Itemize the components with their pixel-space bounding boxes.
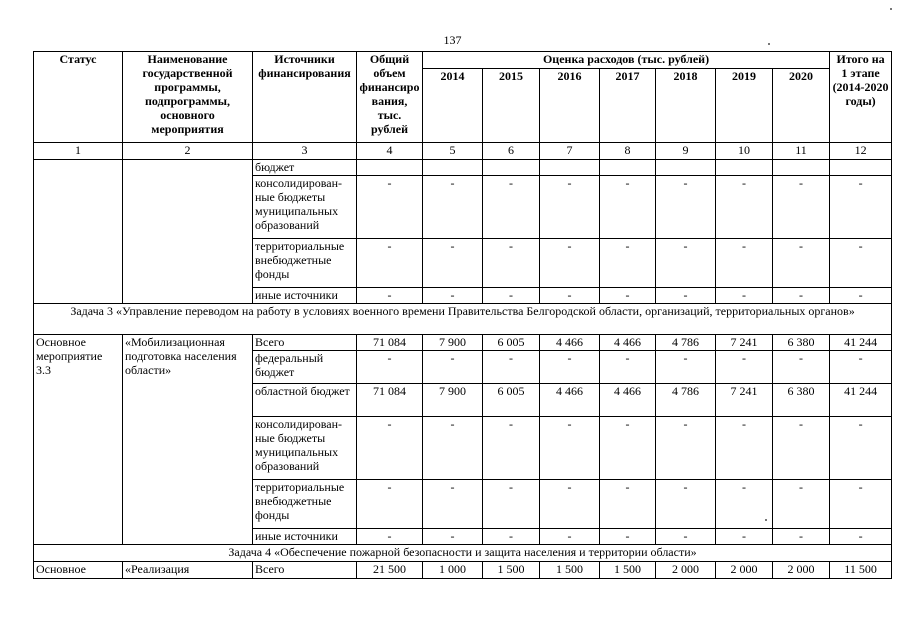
- value-cell: -: [716, 239, 773, 288]
- value-cell: -: [357, 239, 423, 288]
- value-cell: 6 005: [483, 335, 540, 351]
- scan-speck: [890, 8, 892, 10]
- header-sources: Источники финансирования: [253, 52, 357, 143]
- column-number-row: [34, 143, 892, 160]
- header-stage-total: Итого на 1 этапе (2014-2020 годы): [830, 52, 892, 143]
- value-cell: 1 000: [423, 562, 483, 579]
- header-year-2019: 2019: [716, 69, 773, 143]
- value-cell: -: [600, 288, 656, 304]
- value-cell: [423, 160, 483, 176]
- value-cell: -: [716, 288, 773, 304]
- value-cell: -: [600, 480, 656, 529]
- value-cell: -: [830, 480, 892, 529]
- value-cell: 41 244: [830, 335, 892, 351]
- table-row: [34, 335, 892, 351]
- value-cell: -: [773, 351, 830, 384]
- source-cell: консолидирован-ные бюджеты муниципальных образований: [253, 176, 357, 239]
- value-cell: [483, 160, 540, 176]
- source-cell: иные источники: [253, 529, 357, 545]
- value-cell: 6 380: [773, 335, 830, 351]
- value-cell: -: [540, 288, 600, 304]
- value-cell: [716, 160, 773, 176]
- value-cell: 71 084: [357, 335, 423, 351]
- value-cell: 2 000: [716, 562, 773, 579]
- column-number: 12: [830, 143, 892, 160]
- value-cell: -: [423, 288, 483, 304]
- column-number: 9: [656, 143, 716, 160]
- value-cell: -: [483, 351, 540, 384]
- value-cell: 4 466: [540, 335, 600, 351]
- value-cell: -: [773, 417, 830, 480]
- column-number: 7: [540, 143, 600, 160]
- value-cell: 1 500: [540, 562, 600, 579]
- value-cell: -: [716, 480, 773, 529]
- name-cell: «Мобилизационная подготовка населения области»: [123, 335, 253, 545]
- header-year-2020: 2020: [773, 69, 830, 143]
- value-cell: 4 466: [600, 335, 656, 351]
- value-cell: -: [600, 417, 656, 480]
- value-cell: -: [656, 288, 716, 304]
- column-number: 10: [716, 143, 773, 160]
- status-cell: Основное: [34, 562, 123, 579]
- value-cell: 7 241: [716, 384, 773, 417]
- value-cell: -: [423, 417, 483, 480]
- column-number: 11: [773, 143, 830, 160]
- task-4-heading: Задача 4 «Обеспечение пожарной безопасности и защита населения и территории области»: [34, 545, 892, 562]
- header-status: Статус: [34, 52, 123, 143]
- value-cell: 6 380: [773, 384, 830, 417]
- value-cell: 1 500: [600, 562, 656, 579]
- value-cell: -: [540, 351, 600, 384]
- source-cell: Всего: [253, 562, 357, 579]
- value-cell: [540, 160, 600, 176]
- value-cell: 4 466: [600, 384, 656, 417]
- value-cell: -: [483, 529, 540, 545]
- value-cell: -: [773, 239, 830, 288]
- value-cell: -: [357, 417, 423, 480]
- value-cell: -: [656, 417, 716, 480]
- value-cell: 71 084: [357, 384, 423, 417]
- task-row: [34, 304, 892, 335]
- column-number: 5: [423, 143, 483, 160]
- value-cell: -: [423, 529, 483, 545]
- value-cell: -: [656, 176, 716, 239]
- value-cell: -: [483, 417, 540, 480]
- source-cell: Всего: [253, 335, 357, 351]
- column-number: 3: [253, 143, 357, 160]
- column-number: 1: [34, 143, 123, 160]
- name-cell: «Реализация: [123, 562, 253, 579]
- header-year-2016: 2016: [540, 69, 600, 143]
- value-cell: -: [600, 176, 656, 239]
- value-cell: -: [830, 417, 892, 480]
- value-cell: -: [830, 288, 892, 304]
- value-cell: 11 500: [830, 562, 892, 579]
- value-cell: -: [483, 288, 540, 304]
- task-row: [34, 545, 892, 562]
- value-cell: 2 000: [656, 562, 716, 579]
- value-cell: -: [773, 529, 830, 545]
- value-cell: -: [656, 239, 716, 288]
- column-number: 4: [357, 143, 423, 160]
- table-row: [34, 562, 892, 579]
- column-number: 6: [483, 143, 540, 160]
- value-cell: 6 005: [483, 384, 540, 417]
- scan-speck: [765, 519, 767, 521]
- value-cell: -: [830, 176, 892, 239]
- value-cell: 4 786: [656, 335, 716, 351]
- table-row: [34, 160, 892, 176]
- column-number: 2: [123, 143, 253, 160]
- header-year-2014: 2014: [423, 69, 483, 143]
- value-cell: -: [423, 351, 483, 384]
- value-cell: 7 900: [423, 384, 483, 417]
- value-cell: 7 241: [716, 335, 773, 351]
- value-cell: -: [540, 417, 600, 480]
- source-cell: федеральный бюджет: [253, 351, 357, 384]
- source-cell: областной бюджет: [253, 384, 357, 417]
- value-cell: -: [357, 288, 423, 304]
- value-cell: -: [716, 417, 773, 480]
- source-cell: территориальные внебюджетные фонды: [253, 239, 357, 288]
- value-cell: -: [716, 529, 773, 545]
- value-cell: -: [483, 176, 540, 239]
- scan-speck: [768, 43, 770, 45]
- value-cell: -: [600, 351, 656, 384]
- value-cell: -: [483, 239, 540, 288]
- value-cell: -: [540, 529, 600, 545]
- budget-table: [33, 51, 892, 579]
- value-cell: -: [600, 529, 656, 545]
- header-total: Общий объем финансиро вания, тыс. рублей: [357, 52, 423, 143]
- value-cell: -: [540, 176, 600, 239]
- value-cell: -: [540, 239, 600, 288]
- task-3-heading: Задача 3 «Управление переводом на работу в условиях военного времени Правительства Белгородской области, организаций, территориальных органов»: [34, 304, 892, 335]
- source-cell: иные источники: [253, 288, 357, 304]
- value-cell: -: [656, 351, 716, 384]
- value-cell: -: [830, 529, 892, 545]
- value-cell: -: [773, 176, 830, 239]
- value-cell: -: [357, 529, 423, 545]
- value-cell: -: [773, 480, 830, 529]
- value-cell: -: [357, 480, 423, 529]
- value-cell: 7 900: [423, 335, 483, 351]
- value-cell: -: [483, 480, 540, 529]
- value-cell: [656, 160, 716, 176]
- value-cell: -: [423, 480, 483, 529]
- header-year-2017: 2017: [600, 69, 656, 143]
- page-number: 137: [443, 33, 462, 47]
- header-year-2015: 2015: [483, 69, 540, 143]
- value-cell: -: [600, 239, 656, 288]
- value-cell: -: [830, 351, 892, 384]
- header-estimate: Оценка расходов (тыс. рублей): [423, 52, 830, 69]
- source-cell: территориальные внебюджетные фонды: [253, 480, 357, 529]
- value-cell: [600, 160, 656, 176]
- source-cell: бюджет: [253, 160, 357, 176]
- value-cell: -: [773, 288, 830, 304]
- value-cell: 4 466: [540, 384, 600, 417]
- value-cell: -: [357, 351, 423, 384]
- value-cell: -: [830, 239, 892, 288]
- value-cell: [773, 160, 830, 176]
- column-number: 8: [600, 143, 656, 160]
- header-name: Наименование государственной программы, подпрограммы, основного мероприятия: [123, 52, 253, 143]
- status-cell: [34, 160, 123, 304]
- value-cell: 2 000: [773, 562, 830, 579]
- value-cell: -: [540, 480, 600, 529]
- value-cell: -: [656, 529, 716, 545]
- value-cell: 21 500: [357, 562, 423, 579]
- value-cell: 1 500: [483, 562, 540, 579]
- value-cell: -: [423, 239, 483, 288]
- value-cell: 41 244: [830, 384, 892, 417]
- value-cell: [357, 160, 423, 176]
- value-cell: [830, 160, 892, 176]
- value-cell: -: [656, 480, 716, 529]
- source-cell: консолидирован-ные бюджеты муниципальных образований: [253, 417, 357, 480]
- value-cell: -: [716, 176, 773, 239]
- value-cell: 4 786: [656, 384, 716, 417]
- value-cell: -: [716, 351, 773, 384]
- value-cell: -: [423, 176, 483, 239]
- value-cell: -: [357, 176, 423, 239]
- status-cell: Основное мероприятие 3.3: [34, 335, 123, 545]
- header-year-2018: 2018: [656, 69, 716, 143]
- name-cell: [123, 160, 253, 304]
